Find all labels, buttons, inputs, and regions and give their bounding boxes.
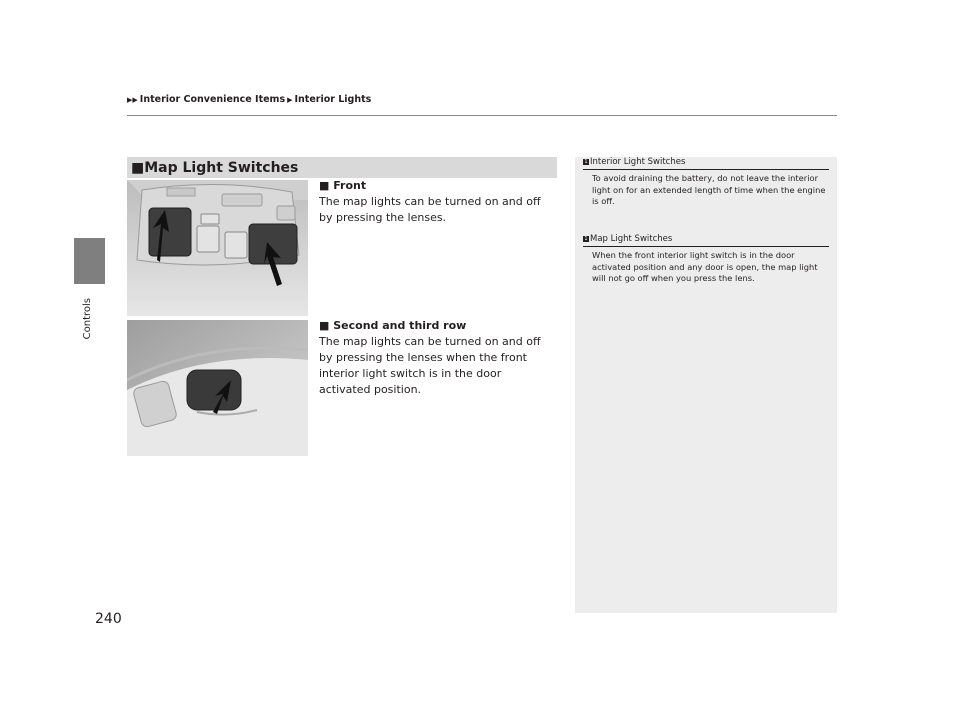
note-number-icon: 1 <box>584 159 588 165</box>
note-body: To avoid draining the battery, do not leave the interior light on for an extended length of time when the engine is off. <box>592 173 826 206</box>
note-body: When the front interior light switch is in the door activated position and any door is open, the map light will not go off when you press the lens. <box>592 250 818 283</box>
breadcrumb-item-1[interactable]: Interior Convenience Items <box>139 94 286 105</box>
section-title: ■Map Light Switches <box>131 159 299 176</box>
breadcrumb-arrow-icon: ▶▶ <box>127 95 138 104</box>
note-number-icon: 1 <box>584 236 588 242</box>
note-heading <box>583 234 829 247</box>
subsection-body: The map lights can be turned on and off by pressing the lenses. <box>319 195 541 224</box>
subsection-second-third-row <box>319 318 555 398</box>
front-map-light-illustration <box>127 180 308 316</box>
breadcrumb-arrow-icon: ▶ <box>287 95 293 104</box>
chapter-tab <box>74 238 105 284</box>
note-heading <box>583 157 829 170</box>
notes-sidebar <box>575 157 837 613</box>
breadcrumb-item-2[interactable]: Interior Lights <box>294 94 372 105</box>
note-interior-light-switches <box>583 157 829 208</box>
note-map-light-switches <box>583 234 829 285</box>
subsection-body: The map lights can be turned on and off by pressing the lenses when the front interior light switch is in the door activated position. <box>319 335 541 396</box>
subsection-heading: ■ Front <box>319 179 367 192</box>
header-divider <box>127 115 837 116</box>
section-header <box>127 157 557 178</box>
breadcrumb <box>127 94 371 105</box>
rear-map-light-illustration <box>127 320 308 456</box>
note-title: Map Light Switches <box>590 234 673 244</box>
note-title: Interior Light Switches <box>590 157 686 167</box>
chapter-label: Controls <box>82 298 93 340</box>
subsection-heading: ■ Second and third row <box>319 319 467 332</box>
page-number: 240 <box>95 611 122 627</box>
subsection-front <box>319 178 555 226</box>
